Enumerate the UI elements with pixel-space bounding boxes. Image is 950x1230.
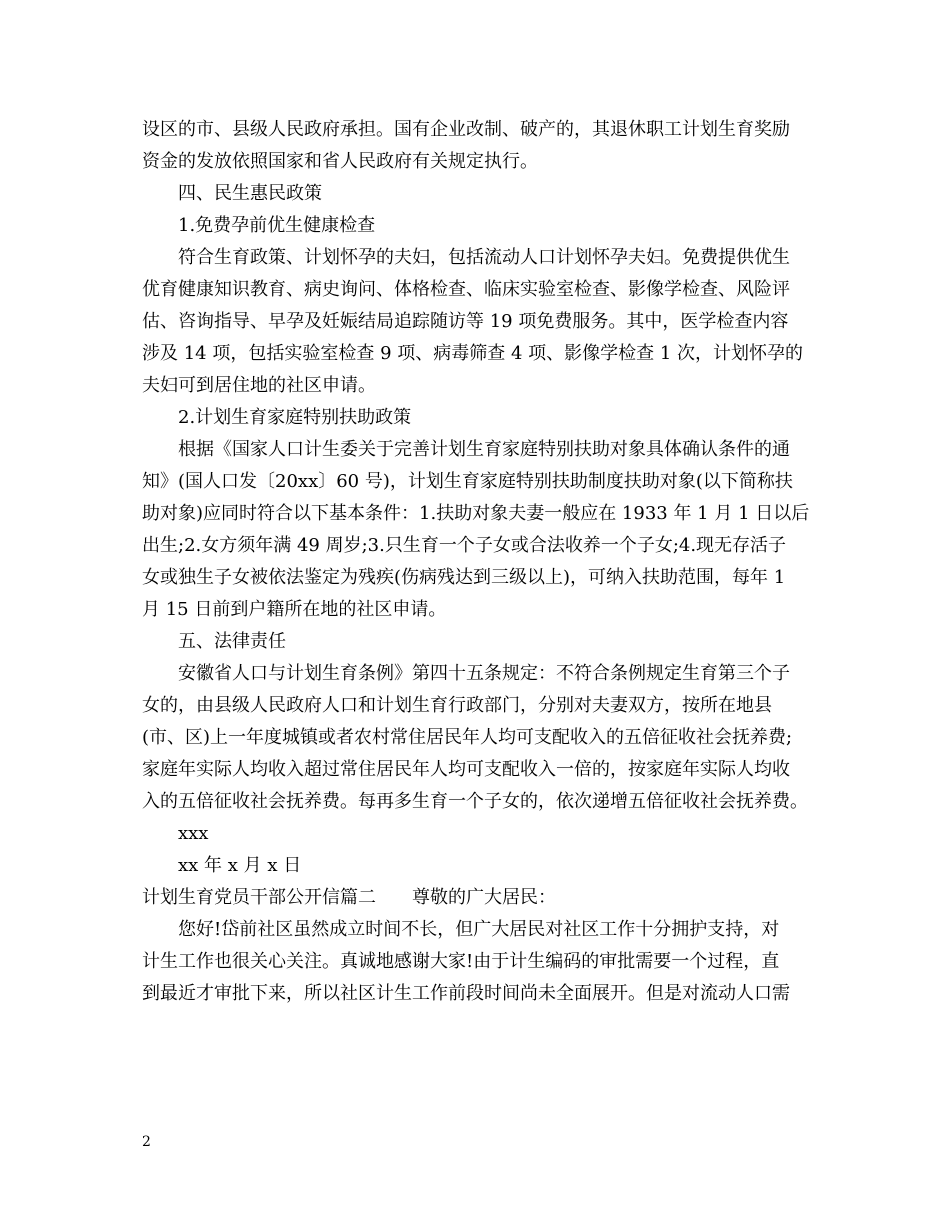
paragraph-first-line: 根据《国家人口计生委关于完善计划生育家庭特别扶助对象具体确认条件的通	[178, 439, 790, 460]
body-text-line: 优育健康知识教育、病史询问、体格检查、临床实验室检查、影像学检查、风险评	[142, 279, 790, 300]
body-text-line: 女的，由县级人民政府人口和计划生育行政部门，分别对夫妻双方，按所在地县	[142, 695, 772, 716]
paragraph-first-line: 符合生育政策、计划怀孕的夫妇，包括流动人口计划怀孕夫妇。免费提供优生	[178, 247, 790, 268]
body-text-line: 家庭年实际人均收入超过常住居民年人均可支配收入一倍的，按家庭年实际人均收	[142, 759, 790, 780]
paragraph-first-line: 安徽省人口与计划生育条例》第四十五条规定：不符合条例规定生育第三个子	[178, 663, 790, 684]
body-text-line: (市、区)上一年度城镇或者农村常住居民年人均可支配收入的五倍征收社会抚养费;	[142, 727, 793, 748]
body-text-line: 夫妇可到居住地的社区申请。	[142, 375, 376, 396]
subsection-heading: 1.免费孕前优生健康检查	[178, 215, 376, 236]
subsection-heading: 2.计划生育家庭特别扶助政策	[178, 407, 412, 428]
body-text-line: 月 15 日前到户籍所在地的社区申请。	[142, 599, 447, 620]
section-heading: 四、民生惠民政策	[178, 183, 322, 204]
page-number: 2	[142, 1134, 151, 1150]
paragraph-first-line: 您好!岱前社区虽然成立时间不长，但广大居民对社区工作十分拥护支持，对	[178, 919, 780, 940]
body-text-line: 知》(国人口发〔20xx〕60 号)，计划生育家庭特别扶助制度扶助对象(以下简称扶	[142, 471, 793, 492]
body-text-line: 涉及 14 项，包括实验室检查 9 项、病毒筛查 4 项、影像学检查 1 次，计划怀孕的	[142, 343, 804, 364]
body-text-line: 资金的发放依照国家和省人民政府有关规定执行。	[142, 151, 538, 172]
body-text-line: 女或独生子女被依法鉴定为残疾(伤病残达到三级以上)，可纳入扶助范围，每年 1	[142, 567, 786, 588]
body-text-line: 计生工作也很关心关注。真诚地感谢大家!由于计生编码的审批需要一个过程，直	[142, 951, 780, 972]
body-text-line: 助对象)应同时符合以下基本条件：1.扶助对象夫妻一般应在 1933 年 1 月 1 日以后	[142, 503, 810, 524]
body-text-line: 估、咨询指导、早孕及妊娠结局追踪随访等 19 项免费服务。其中，医学检查内容	[142, 311, 789, 332]
body-text-line: 入的五倍征收社会抚养费。每再多生育一个子女的，依次递增五倍征收社会抚养费。	[142, 791, 808, 812]
section-heading: 五、法律责任	[178, 631, 286, 652]
body-text-line: 设区的市、县级人民政府承担。国有企业改制、破产的，其退休职工计划生育奖励	[142, 119, 790, 140]
signature-date: xx 年 x 月 x 日	[178, 855, 302, 876]
document-body	[142, 114, 822, 1010]
signature-name: xxx	[178, 823, 209, 844]
letter-title-salutation: 计划生育党员干部公开信篇二 尊敬的广大居民：	[142, 887, 556, 908]
body-text-line: 到最近才审批下来，所以社区计生工作前段时间尚未全面展开。但是对流动人口需	[142, 983, 790, 1004]
body-text-line: 出生;2.女方须年满 49 周岁;3.只生育一个子女或合法收养一个子女;4.现无存活子	[142, 535, 787, 556]
